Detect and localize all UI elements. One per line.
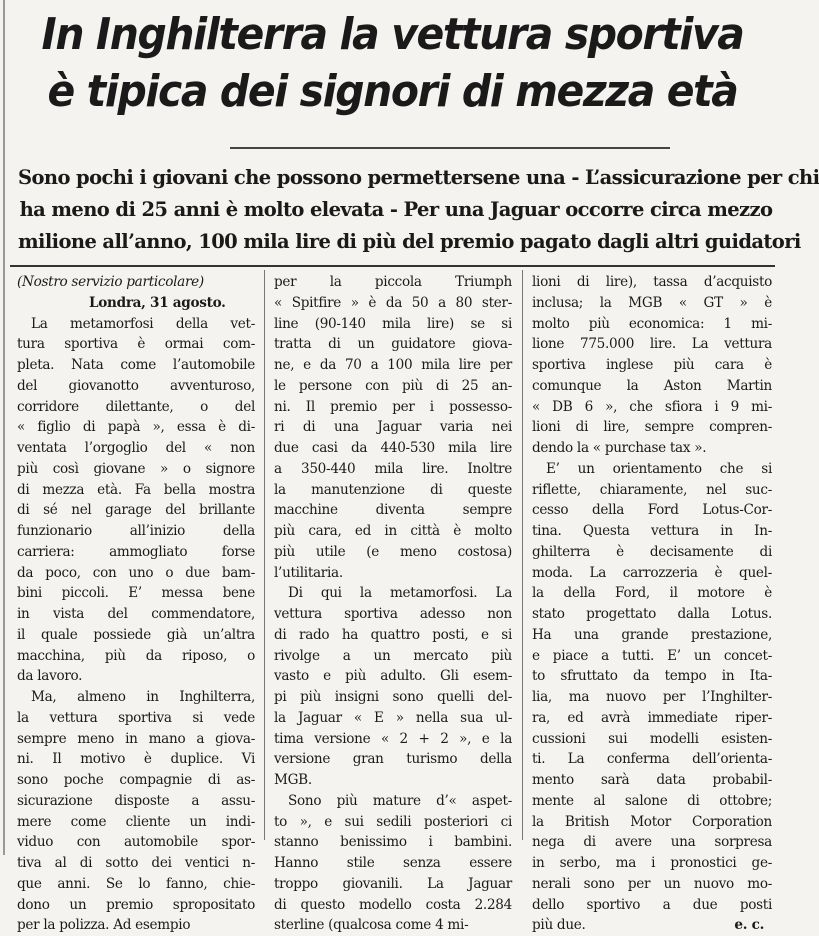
text-line: pi più insigni sono quelli del- (274, 689, 512, 705)
text-line: viduo con automobile spor- (17, 834, 255, 851)
text-line: Ma, almeno in Inghilterra, (31, 689, 255, 705)
text-line: e piace a tutti. E’ un concet- (532, 647, 772, 664)
text-line: lioni di lire, sempre compren- (532, 419, 772, 436)
author-signature: e. c. (734, 917, 764, 934)
text-line: bini piccoli. E’ messa bene (17, 585, 255, 602)
column-divider-1 (264, 270, 265, 840)
text-line: di mezza età. Fa bella mostra (17, 481, 255, 498)
text-line: mente al salone di ottobre; (532, 792, 772, 809)
text-line: la manutenzione di queste (274, 481, 512, 498)
text-line: ventata l’orgoglio del « non (17, 440, 255, 456)
text-line: l’utilitaria. (274, 564, 343, 581)
text-line: troppo giovanili. La Jaguar (274, 875, 512, 892)
text-line: « DB 6 », che sfiora i 9 mi- (532, 398, 772, 415)
text-line: due casi da 440-530 mila lire (274, 440, 512, 456)
text-line: da lavoro. (17, 668, 83, 685)
text-line: « figlio di papà », essa è di- (17, 419, 255, 436)
text-line: più due. e. c. (532, 915, 772, 936)
text-line: il quale possiede già un’altra (17, 626, 255, 643)
text-line: inclusa; la MGB « GT » è (532, 294, 772, 311)
subheadline (18, 162, 819, 258)
text-line: dendo la « purchase tax ». (532, 440, 707, 456)
text-line: Londra, 31 agosto. (89, 294, 226, 311)
text-line: per la piccola Triumph (274, 274, 512, 290)
text-line: (Nostro servizio particolare) (17, 274, 204, 290)
text-line: tura sportiva è ormai com- (17, 336, 255, 353)
text-line: Hanno stile senza essere (274, 855, 512, 871)
text-line: di sé nel garage del brillante (17, 502, 255, 519)
text-line: versione gran turismo della (274, 751, 512, 768)
headline-line-2: è tipica dei signori di mezza età (47, 66, 738, 117)
text-line: que anni. Se lo fanno, chie- (17, 875, 255, 892)
subheadline-line-1: Sono pochi i giovani che possono permettersene una - L’assicurazione per chi (18, 166, 819, 189)
text-line: ghilterra è decisamente di (532, 543, 772, 560)
text-line: cussioni sui modelli esisten- (532, 730, 772, 747)
text-line: sempre meno in mano a giova- (17, 730, 255, 747)
text-line: più così giovane » o signore (17, 460, 255, 477)
text-line: ni. Il premio per i possesso- (274, 398, 512, 415)
text-line: ni. Il motivo è duplice. Vi (17, 751, 255, 768)
text-line: sicurazione disposte a assu- (17, 792, 255, 809)
text-line: tina. Questa vettura in In- (532, 523, 772, 539)
text-line: a 350-440 mila lire. Inoltre (274, 460, 512, 477)
text-line: di rado ha quattro posti, e si (274, 626, 512, 643)
text-line: comunque la Aston Martin (532, 377, 772, 394)
text-line: ri di una Jaguar varia nei (274, 419, 512, 436)
text-line: tima versione « 2 + 2 », e la (274, 730, 512, 747)
text-line: to sfruttato da tempo in Ita- (532, 668, 772, 685)
text-line: del giovanotto avventuroso, (17, 377, 255, 394)
text-line: « Spitfire » è da 50 a 80 ster- (274, 294, 512, 311)
text-line: cesso della Ford Lotus-Cor- (532, 502, 772, 519)
text-line: in serbo, ma i pronostici ge- (532, 855, 772, 871)
text-line: in vista del commendatore, (17, 606, 255, 622)
text-line: moda. La carrozzeria è quel- (532, 564, 772, 581)
text-line: carriera: ammogliato forse (17, 543, 255, 560)
text-line: corridore dilettante, o del (17, 398, 255, 415)
text-line: ne, e da 70 a 100 mila lire per (274, 357, 512, 373)
page-edge-shadow (3, 0, 5, 855)
article-column-3 (532, 272, 772, 934)
subheadline-line-2: ha meno di 25 anni è molto elevata - Per una Jaguar occorre circa mezzo (19, 198, 773, 221)
text-line: tiva al di sotto dei ventici n- (17, 855, 255, 871)
article-column-1 (17, 272, 255, 934)
text-line: MGB. (274, 772, 312, 788)
text-line: per la polizza. Ad esempio (17, 917, 191, 934)
text-line: sportiva inglese più cara è (532, 357, 772, 373)
text-line: macchina, più da riposo, o (17, 647, 255, 664)
text-line: line (90-140 mila lire) se si (274, 315, 512, 332)
text-line: dello sportivo a due posti (532, 896, 772, 913)
text-line: più utile (e meno costosa) (274, 543, 512, 560)
text-line: to », e sui sedili posteriori ci (274, 813, 512, 830)
headline-line-1: In Inghilterra la vettura sportiva (41, 9, 744, 60)
text-line: ti. La conferma dell’orienta- (532, 751, 772, 768)
text-line: Ha una grande prestazione, (532, 626, 772, 643)
text-line: stanno benissimo i bambini. (274, 834, 512, 851)
text-line: ra, ed avrà immediate riper- (532, 709, 772, 726)
text-line: nerali sono per un nuovo mo- (532, 875, 772, 892)
text-line: lia, ma nuovo per l’Inghilter- (532, 689, 772, 705)
text-line: la vettura sportiva si vede (17, 709, 255, 726)
text-line: rivolge a un mercato più (274, 647, 512, 664)
text-line: vasto e più adulto. Gli esem- (274, 668, 512, 685)
text-line: lione 775.000 lire. La vettura (532, 336, 772, 353)
text-line: mento sarà data probabil- (532, 772, 772, 788)
text-line: riflette, chiaramente, nel suc- (532, 481, 772, 498)
text-line: sono poche compagnie di as- (17, 772, 255, 788)
subheadline-line-3: milione all’anno, 100 mila lire di più del premio pagato dagli altri guidatori (18, 230, 801, 253)
text-line: più cara, ed in città è molto (274, 523, 512, 539)
text-line: di questo modello costa 2.284 (274, 896, 512, 913)
text-line: Di qui la metamorfosi. La (288, 585, 512, 602)
column-divider-2 (522, 270, 523, 840)
text-line: E’ un orientamento che si (546, 460, 772, 477)
headline-divider (230, 147, 670, 149)
text-line: pleta. Nata come l’automobile (17, 357, 255, 373)
text-line: nega di avere una sorpresa (532, 834, 772, 851)
section-divider (10, 265, 775, 267)
text-line: La metamorfosi della vet- (31, 315, 255, 332)
text-line: Sono più mature d’« aspet- (288, 792, 512, 809)
text-line: molto più economica: 1 mi- (532, 315, 772, 332)
text-line: lioni di lire), tassa d’acquisto (532, 274, 772, 290)
headline (37, 6, 748, 120)
text-line: la Jaguar « E » nella sua ul- (274, 709, 512, 726)
text-line: vettura sportiva adesso non (274, 606, 512, 622)
text-line: stato progettato dalla Lotus. (532, 606, 772, 622)
text-line: la della Ford, il motore è (532, 585, 772, 602)
text-line: dono un premio spropositato (17, 896, 255, 913)
text-line: funzionario all’inizio della (17, 523, 255, 539)
text-line: la British Motor Corporation (532, 813, 772, 830)
text-line: le persone con più di 25 an- (274, 377, 512, 394)
article-column-2 (274, 272, 512, 934)
text-line: mere come cliente un indi- (17, 813, 255, 830)
text-line: macchine diventa sempre (274, 502, 512, 519)
text-line: sterline (qualcosa come 4 mi- (274, 917, 469, 934)
text-line: tratta di un guidatore giova- (274, 336, 512, 353)
text-line: da poco, con uno o due bam- (17, 564, 255, 581)
